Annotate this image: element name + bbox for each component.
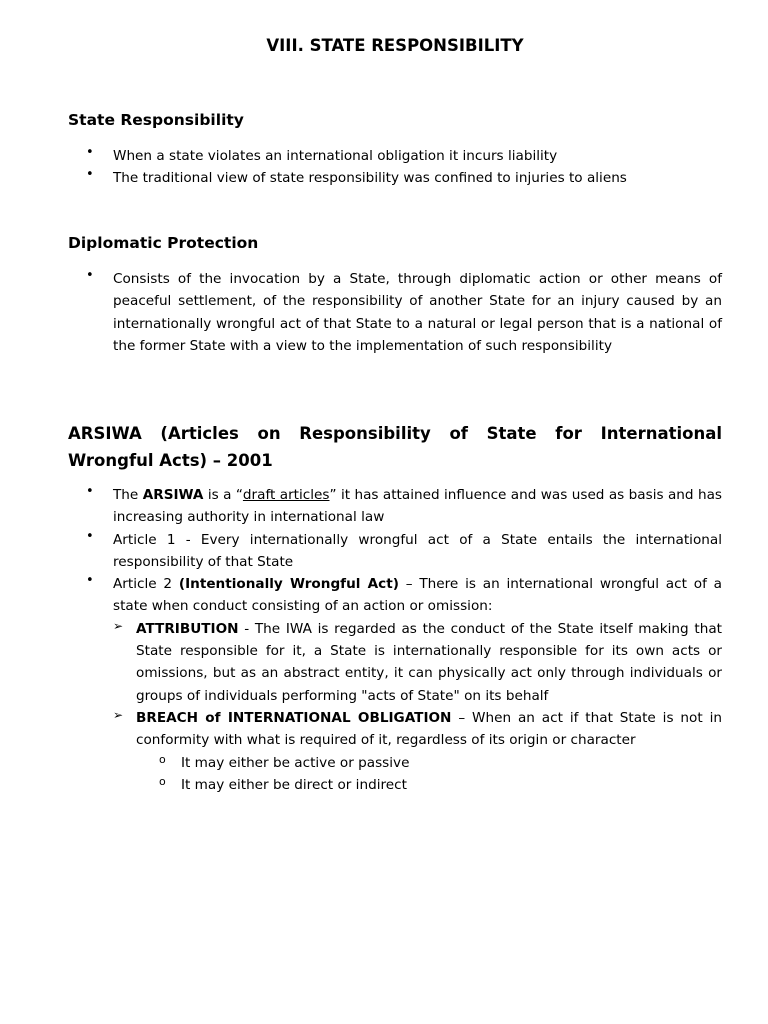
arsiwa-list xyxy=(0,484,722,796)
bullet-icon: • xyxy=(86,145,94,160)
sub-sub-list-item xyxy=(0,752,722,774)
bullet-text: The ARSIWA is a “draft articles” it has attained influence and was used as basis and has increasing authority in international law xyxy=(113,487,722,526)
bullet-text: Article 1 - Every internationally wrongful act of a State entails the international responsibility of that State xyxy=(113,531,722,570)
bullet-icon: • xyxy=(86,167,94,183)
list-item xyxy=(0,484,722,529)
list-item xyxy=(0,529,722,574)
sub-bullet-text: ATTRIBUTION - The IWA is regarded as the conduct of the State itself making that State responsible for it, a State is internationally responsible for its own acts or omissions, but as an abstract entity, it can physically act only through individuals or groups of individuals performing "acts of State" on its behalf xyxy=(136,620,722,704)
sub-list-item xyxy=(0,618,722,707)
heading-diplomatic-protection: Diplomatic Protection xyxy=(68,234,259,252)
diplomatic-protection-list xyxy=(0,268,722,357)
list-item xyxy=(0,573,722,618)
bullet-icon: • xyxy=(86,268,94,283)
list-item xyxy=(0,167,722,189)
bullet-text: Consists of the invocation by a State, through diplomatic action or other means of peaceful settlement, of the responsibility of another State for an injury caused by an internationally wrongful act of that State to a natural or legal person that is a national of the former State with a view to the implementation of such responsibility xyxy=(113,271,722,354)
state-responsibility-list xyxy=(0,145,722,190)
bullet-icon: • xyxy=(86,528,94,544)
circle-bullet-icon: o xyxy=(159,774,166,788)
bullet-icon: • xyxy=(86,573,94,589)
circle-bullet-icon: o xyxy=(159,752,166,766)
draft-articles-underlined: draft articles xyxy=(242,487,330,503)
arrow-bullet-icon: ➢ xyxy=(113,618,124,633)
sub-sub-bullet-text: It may either be direct or indirect xyxy=(181,776,407,793)
list-item xyxy=(0,268,722,357)
heading-arsiwa: ARSIWA (Articles on Responsibility of State for International Wrongful Acts) – 2001 xyxy=(68,424,722,470)
sub-sub-list-item xyxy=(0,774,722,796)
sub-list-item xyxy=(0,707,722,752)
sub-bullet-text: BREACH of INTERNATIONAL OBLIGATION – When an act if that State is not in conformity with what is required of it, regardless of its origin or character xyxy=(136,709,722,749)
page-title: VIII. STATE RESPONSIBILITY xyxy=(266,36,524,55)
list-item xyxy=(0,145,722,167)
sub-sub-bullet-text: It may either be active or passive xyxy=(181,754,410,771)
bullet-text: When a state violates an international obligation it incurs liability xyxy=(113,148,558,164)
bullet-text: The traditional view of state responsibility was confined to injuries to aliens xyxy=(113,170,627,187)
arrow-bullet-icon: ➢ xyxy=(113,707,124,722)
bullet-text: Article 2 (Intentionally Wrongful Act) – There is an international wrongful act of a state when conduct consisting of an action or omission: xyxy=(113,576,722,615)
bullet-icon: • xyxy=(86,484,94,499)
heading-state-responsibility: State Responsibility xyxy=(68,111,244,129)
